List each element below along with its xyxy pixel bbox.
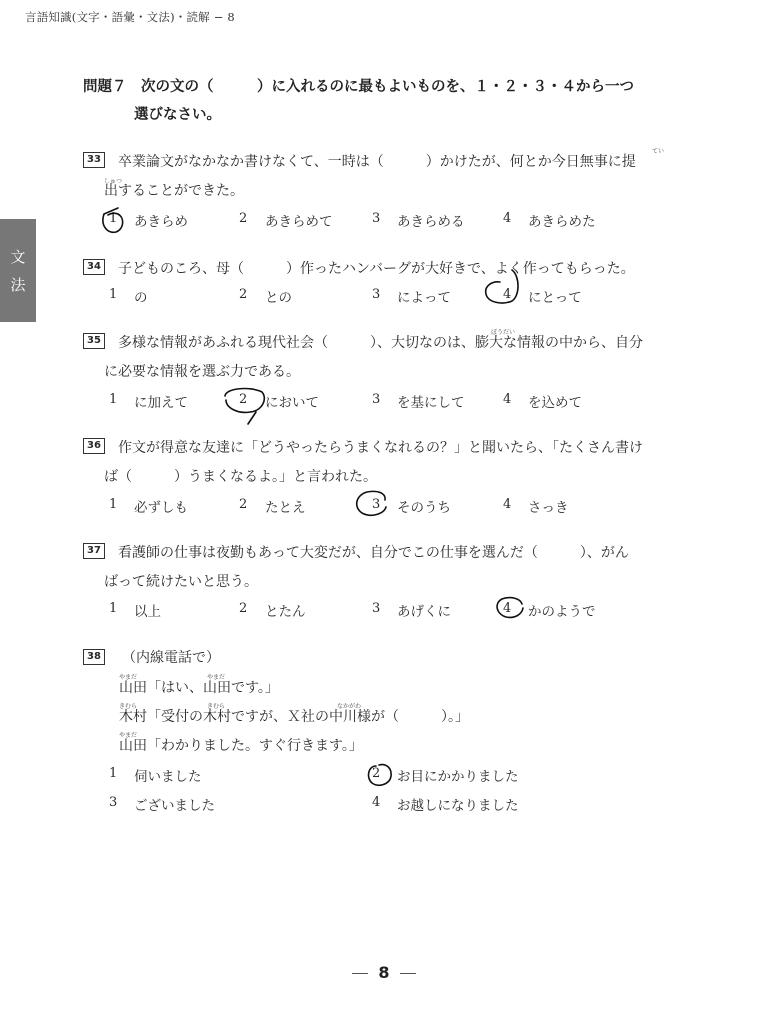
q38-option-3-number: 3 bbox=[109, 795, 118, 810]
q36-option-3: そのうち bbox=[397, 500, 451, 516]
q37-option-4-number: 4 bbox=[503, 601, 512, 616]
question-number-37: 37 bbox=[83, 543, 105, 559]
question-number-34: 34 bbox=[83, 259, 105, 275]
q34-option-4-number: 4 bbox=[503, 287, 512, 302]
q37-option-3: あげくに bbox=[397, 604, 451, 620]
running-header: 言語知識(文字・語彙・文法)・読解 − 8 bbox=[25, 10, 235, 24]
footer-dash-right bbox=[400, 973, 416, 974]
q33-option-1-number: 1 bbox=[109, 211, 118, 226]
q33-option-4-number: 4 bbox=[503, 211, 512, 226]
question-number-38: 38 bbox=[83, 649, 105, 665]
section-tab-char-2: 法 bbox=[10, 275, 26, 294]
q35-option-3-number: 3 bbox=[372, 392, 381, 407]
q36-option-4: さっき bbox=[528, 500, 569, 516]
q37-option-1: 以上 bbox=[134, 604, 161, 620]
q34-option-1: の bbox=[134, 290, 148, 306]
ruby-kimura-1: きむら bbox=[119, 703, 138, 710]
q38-option-4-number: 4 bbox=[372, 795, 381, 810]
q34-option-3-number: 3 bbox=[372, 287, 381, 302]
q37-option-3-number: 3 bbox=[372, 601, 381, 616]
q35-option-2: において bbox=[265, 395, 319, 411]
q33-option-1: あきらめ bbox=[134, 214, 188, 230]
q38-option-4: お越しになりました bbox=[397, 798, 519, 814]
q34-line-1: 子どものころ、母（ ）作ったハンバーグが大好きで、よく作ってもらった。 bbox=[118, 261, 635, 277]
q37-option-1-number: 1 bbox=[109, 601, 118, 616]
ruby-tei: てい bbox=[652, 148, 665, 155]
q37-option-2: とたん bbox=[265, 604, 306, 620]
q37-line-1: 看護師の仕事は夜勤もあって大変だが、自分でこの仕事を選んだ（ ）、がん bbox=[118, 545, 629, 561]
q35-option-3: を基にして bbox=[397, 395, 465, 411]
q35-option-4: を込めて bbox=[528, 395, 582, 411]
question-number-36: 36 bbox=[83, 438, 105, 454]
instruction-line-1: 問題７ 次の文の（ ）に入れるのに最もよいものを、１・２・３・４から一つ bbox=[83, 79, 634, 95]
q34-option-1-number: 1 bbox=[109, 287, 118, 302]
q37-option-2-number: 2 bbox=[239, 601, 248, 616]
q38-line-4: 山田「わかりました。すぐ行きます。」 bbox=[119, 738, 363, 754]
q38-option-1-number: 1 bbox=[109, 766, 118, 781]
section-tab-char-1: 文 bbox=[10, 247, 26, 266]
q35-option-2-number: 2 bbox=[239, 392, 248, 407]
q38-option-2-number: 2 bbox=[372, 766, 381, 781]
footer-dash-left bbox=[352, 973, 368, 974]
ruby-nakagawa: なかがわ bbox=[337, 703, 362, 710]
q33-option-4: あきらめた bbox=[528, 214, 596, 230]
instruction-line-2: 選びなさい。 bbox=[134, 107, 221, 123]
q34-option-3: によって bbox=[397, 290, 451, 306]
q35-option-1-number: 1 bbox=[109, 392, 118, 407]
q36-option-1: 必ずしも bbox=[134, 500, 188, 516]
q38-option-2: お目にかかりました bbox=[397, 769, 519, 785]
q35-option-4-number: 4 bbox=[503, 392, 512, 407]
q33-line-1: 卒業論文がなかなか書けなくて、一時は（ ）かけたが、何とか今日無事に提 bbox=[118, 154, 636, 170]
ruby-shutsu: しゅつ bbox=[104, 178, 123, 185]
ruby-yamada-3: やまだ bbox=[119, 732, 138, 739]
ruby-yamada-2: やまだ bbox=[207, 674, 226, 681]
q36-line-1: 作文が得意な友達に「どうやったらうまくなれるの？」と聞いたら、「たくさん書け bbox=[118, 440, 643, 456]
q38-line-1: （内線電話で） bbox=[122, 650, 220, 666]
q35-option-1: に加えて bbox=[134, 395, 188, 411]
q35-line-1: 多様な情報があふれる現代社会（ ）、大切なのは、膨大な情報の中から、自分 bbox=[118, 335, 643, 351]
q37-option-4: かのようで bbox=[528, 604, 596, 620]
ruby-boudai: ぼうだい bbox=[491, 329, 516, 336]
q36-option-1-number: 1 bbox=[109, 497, 118, 512]
question-number-35: 35 bbox=[83, 333, 105, 349]
q33-option-3: あきらめる bbox=[397, 214, 465, 230]
q36-line-2: ば（ ）うまくなるよ。」と言われた。 bbox=[104, 469, 377, 485]
q33-line-2: 出することができた。 bbox=[104, 183, 244, 199]
q36-option-2: たとえ bbox=[265, 500, 306, 516]
q38-option-1: 伺いました bbox=[134, 769, 202, 785]
q36-option-3-number: 3 bbox=[372, 497, 381, 512]
q37-line-2: ばって続けたいと思う。 bbox=[104, 574, 258, 590]
q36-option-4-number: 4 bbox=[503, 497, 512, 512]
question-number-33: 33 bbox=[83, 152, 105, 168]
q34-option-2: との bbox=[265, 290, 292, 306]
q38-line-2: 山田「はい、山田です。」 bbox=[119, 680, 279, 696]
q33-option-2: あきらめて bbox=[265, 214, 333, 230]
q33-option-3-number: 3 bbox=[372, 211, 381, 226]
section-tab bbox=[0, 219, 36, 322]
q38-option-3: ございました bbox=[134, 798, 215, 814]
q34-option-2-number: 2 bbox=[239, 287, 248, 302]
page-number: 8 bbox=[378, 963, 390, 982]
ruby-yamada-1: やまだ bbox=[119, 674, 138, 681]
q36-option-2-number: 2 bbox=[239, 497, 248, 512]
q33-option-2-number: 2 bbox=[239, 211, 248, 226]
q38-line-3: 木村「受付の木村ですが、Ｘ社の中川様が（ ）。」 bbox=[119, 709, 469, 725]
q34-option-4: にとって bbox=[528, 290, 582, 306]
q35-line-2: に必要な情報を選ぶ力である。 bbox=[104, 364, 300, 380]
ruby-kimura-2: きむら bbox=[207, 703, 226, 710]
page-footer bbox=[0, 963, 768, 982]
